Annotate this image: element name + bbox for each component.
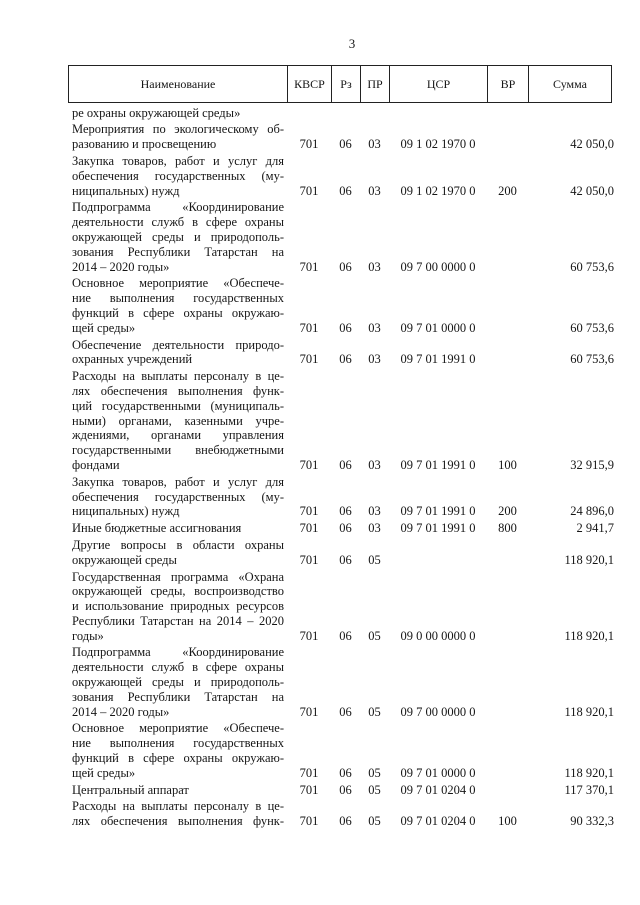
kvsr-cell: 701: [299, 628, 319, 643]
csr-cell: 09 7 00 0000 0: [400, 704, 476, 719]
name-line: разованию и просвещению: [72, 137, 217, 152]
name-line: Расходы на выплаты персоналу в це-: [72, 799, 284, 814]
rz-cell: 06: [339, 183, 352, 198]
rz-cell: 06: [339, 504, 352, 519]
sum-cell: 42 050,0: [570, 183, 614, 198]
csr-cell: 09 7 01 0204 0: [400, 782, 476, 797]
table-row: [68, 475, 614, 519]
table-row: [68, 538, 614, 568]
sum-cell: 90 332,3: [570, 814, 614, 829]
pr-cell: 05: [368, 628, 381, 643]
table-row: [68, 122, 614, 152]
rz-cell: 06: [339, 628, 352, 643]
rz-cell: 06: [339, 352, 352, 367]
vr-cell: 800: [498, 521, 517, 536]
table-row: [68, 799, 614, 829]
table-body: [68, 106, 614, 829]
csr-cell: 09 1 02 1970 0: [400, 183, 476, 198]
name-line: Основное мероприятие «Обеспече-: [72, 276, 284, 291]
pr-cell: 05: [368, 552, 381, 567]
rz-cell: 06: [339, 457, 352, 472]
row-name-cell: [68, 369, 287, 473]
name-line: обеспечения государственных (му-: [72, 489, 284, 504]
kvsr-cell: 701: [299, 320, 319, 335]
csr-cell: 09 7 01 0000 0: [400, 320, 476, 335]
row-name-cell: [68, 721, 287, 780]
row-name-cell: [68, 154, 287, 198]
column-header-vr: ВР: [487, 66, 528, 102]
csr-cell: 09 7 01 0204 0: [400, 814, 476, 829]
column-header-csr: ЦСР: [389, 66, 487, 102]
kvsr-cell: 701: [299, 765, 319, 780]
table-row: [68, 200, 614, 274]
name-line: лях обеспечения выполнения функ-: [72, 814, 284, 829]
column-header-pr: ПР: [360, 66, 389, 102]
name-line: ждениями, органами управления: [72, 428, 284, 443]
name-line: 2014 – 2020 годы»: [72, 259, 170, 274]
pr-cell: 03: [368, 183, 381, 198]
rz-cell: 06: [339, 704, 352, 719]
rz-cell: 06: [339, 765, 352, 780]
pr-cell: 03: [368, 352, 381, 367]
name-line: Расходы на выплаты персоналу в це-: [72, 369, 284, 384]
row-name-cell: [68, 538, 287, 568]
sum-cell: 118 920,1: [564, 704, 614, 719]
kvsr-cell: 701: [299, 183, 319, 198]
name-line: ние выполнения государственных: [72, 291, 284, 306]
name-line: щей среды»: [72, 320, 136, 335]
pr-cell: 05: [368, 765, 381, 780]
kvsr-cell: 701: [299, 137, 319, 152]
name-line: Республики Татарстан на 2014 – 2020: [72, 613, 284, 628]
kvsr-cell: 701: [299, 814, 319, 829]
name-line: фондами: [72, 457, 120, 472]
pr-cell: 05: [368, 704, 381, 719]
rz-cell: 06: [339, 782, 352, 797]
kvsr-cell: 701: [299, 504, 319, 519]
row-name-cell: [68, 799, 287, 829]
rz-cell: 06: [339, 814, 352, 829]
sum-cell: 24 896,0: [570, 504, 614, 519]
csr-cell: 09 7 01 1991 0: [400, 352, 476, 367]
pr-cell: 03: [368, 457, 381, 472]
pr-cell: 03: [368, 320, 381, 335]
table-row: [68, 570, 614, 644]
csr-cell: 09 7 00 0000 0: [400, 259, 476, 274]
name-line: 2014 – 2020 годы»: [72, 704, 170, 719]
table-row: [68, 276, 614, 335]
pr-cell: 05: [368, 782, 381, 797]
table-row: [68, 521, 614, 536]
name-line: Мероприятия по экологическому об-: [72, 122, 284, 137]
column-header-name: Наименование: [140, 76, 216, 91]
name-line: охранных учреждений: [72, 352, 193, 367]
kvsr-cell: 701: [299, 552, 319, 567]
name-line: щей среды»: [72, 765, 136, 780]
sum-cell: 118 920,1: [564, 628, 614, 643]
name-line: Обеспечение деятельности природо-: [72, 337, 284, 352]
name-line: Закупка товаров, работ и услуг для: [72, 153, 284, 168]
row-name-cell: [68, 521, 287, 536]
sum-cell: 60 753,6: [570, 259, 614, 274]
kvsr-cell: 701: [299, 259, 319, 274]
kvsr-cell: 701: [299, 704, 319, 719]
row-name-cell: [68, 645, 287, 719]
name-line: окружающей среды, воспроизводство: [72, 584, 284, 599]
kvsr-cell: 701: [299, 352, 319, 367]
csr-cell: 09 0 00 0000 0: [400, 628, 476, 643]
sum-cell: 2 941,7: [576, 521, 614, 536]
sum-cell: 118 920,1: [564, 765, 614, 780]
name-line: ций государственными (муниципаль-: [72, 398, 284, 413]
table-row: [68, 369, 614, 473]
rz-cell: 06: [339, 320, 352, 335]
row-name-cell: [68, 570, 287, 644]
sum-cell: 42 050,0: [570, 137, 614, 152]
page-number: 3: [348, 36, 356, 51]
pr-cell: 03: [368, 521, 381, 536]
row-name-cell: [68, 276, 287, 335]
table-row: [68, 721, 614, 780]
csr-cell: 09 7 01 1991 0: [400, 457, 476, 472]
name-line: Основное мероприятие «Обеспече-: [72, 721, 284, 736]
name-line: ными) органами, казенными учре-: [72, 413, 284, 428]
name-line: Подпрограмма «Координирование: [72, 645, 284, 660]
kvsr-cell: 701: [299, 521, 319, 536]
column-header-kvsr: КВСР: [287, 66, 331, 102]
row-name-cell: [68, 783, 287, 798]
csr-cell: 09 7 01 0000 0: [400, 765, 476, 780]
name-line: ниципальных) нужд: [72, 504, 180, 519]
name-line: деятельности служб в сфере охраны: [72, 215, 284, 230]
table-row: [68, 783, 614, 798]
pr-cell: 05: [368, 814, 381, 829]
name-line: зования Республики Татарстан на: [72, 244, 284, 259]
table-row: [68, 106, 614, 121]
name-line: Государственная программа «Охрана: [72, 569, 284, 584]
rz-cell: 06: [339, 137, 352, 152]
name-line: функций в сфере охраны окружаю-: [72, 751, 284, 766]
column-header-sum: Сумма: [528, 66, 611, 102]
row-name-cell: [68, 106, 287, 121]
row-name-cell: [68, 200, 287, 274]
name-line: ние выполнения государственных: [72, 736, 284, 751]
table-header: [68, 65, 612, 103]
name-line: ниципальных) нужд: [72, 183, 180, 198]
pr-cell: 03: [368, 504, 381, 519]
kvsr-cell: 701: [299, 782, 319, 797]
csr-cell: 09 7 01 1991 0: [400, 521, 476, 536]
csr-cell: 09 7 01 1991 0: [400, 504, 476, 519]
row-name-cell: [68, 475, 287, 519]
name-line: окружающей среды и природополь-: [72, 675, 284, 690]
name-line: зования Республики Татарстан на: [72, 689, 284, 704]
name-line: обеспечения государственных (му-: [72, 168, 284, 183]
column-header-rz: Рз: [331, 66, 360, 102]
name-line: и использование природных ресурсов: [72, 599, 284, 614]
name-line: Подпрограмма «Координирование: [72, 200, 284, 215]
row-name-cell: [68, 122, 287, 152]
table-row: [68, 338, 614, 368]
sum-cell: 60 753,6: [570, 320, 614, 335]
name-line: Другие вопросы в области охраны: [72, 537, 284, 552]
pr-cell: 03: [368, 137, 381, 152]
pr-cell: 03: [368, 259, 381, 274]
name-line: годы»: [72, 628, 104, 643]
row-name-cell: [68, 338, 287, 368]
sum-cell: 60 753,6: [570, 352, 614, 367]
rz-cell: 06: [339, 259, 352, 274]
name-line: окружающей среды: [72, 552, 177, 567]
name-line: функций в сфере охраны окружаю-: [72, 305, 284, 320]
vr-cell: 100: [498, 457, 517, 472]
name-line: окружающей среды и природополь-: [72, 229, 284, 244]
table-row: [68, 154, 614, 198]
name-line: деятельности служб в сфере охраны: [72, 660, 284, 675]
vr-cell: 200: [498, 504, 517, 519]
name-line: лях обеспечения выполнения функ-: [72, 383, 284, 398]
vr-cell: 100: [498, 814, 517, 829]
kvsr-cell: 701: [299, 457, 319, 472]
name-line: государственными внебюджетными: [72, 443, 284, 458]
sum-cell: 32 915,9: [570, 457, 614, 472]
name-line: Иные бюджетные ассигнования: [72, 521, 242, 536]
csr-cell: 09 1 02 1970 0: [400, 137, 476, 152]
sum-cell: 117 370,1: [564, 782, 614, 797]
name-line: Центральный аппарат: [72, 782, 189, 797]
name-line: ре охраны окружающей среды»: [72, 105, 241, 120]
name-line: Закупка товаров, работ и услуг для: [72, 474, 284, 489]
table-row: [68, 645, 614, 719]
rz-cell: 06: [339, 552, 352, 567]
rz-cell: 06: [339, 521, 352, 536]
vr-cell: 200: [498, 183, 517, 198]
sum-cell: 118 920,1: [564, 552, 614, 567]
